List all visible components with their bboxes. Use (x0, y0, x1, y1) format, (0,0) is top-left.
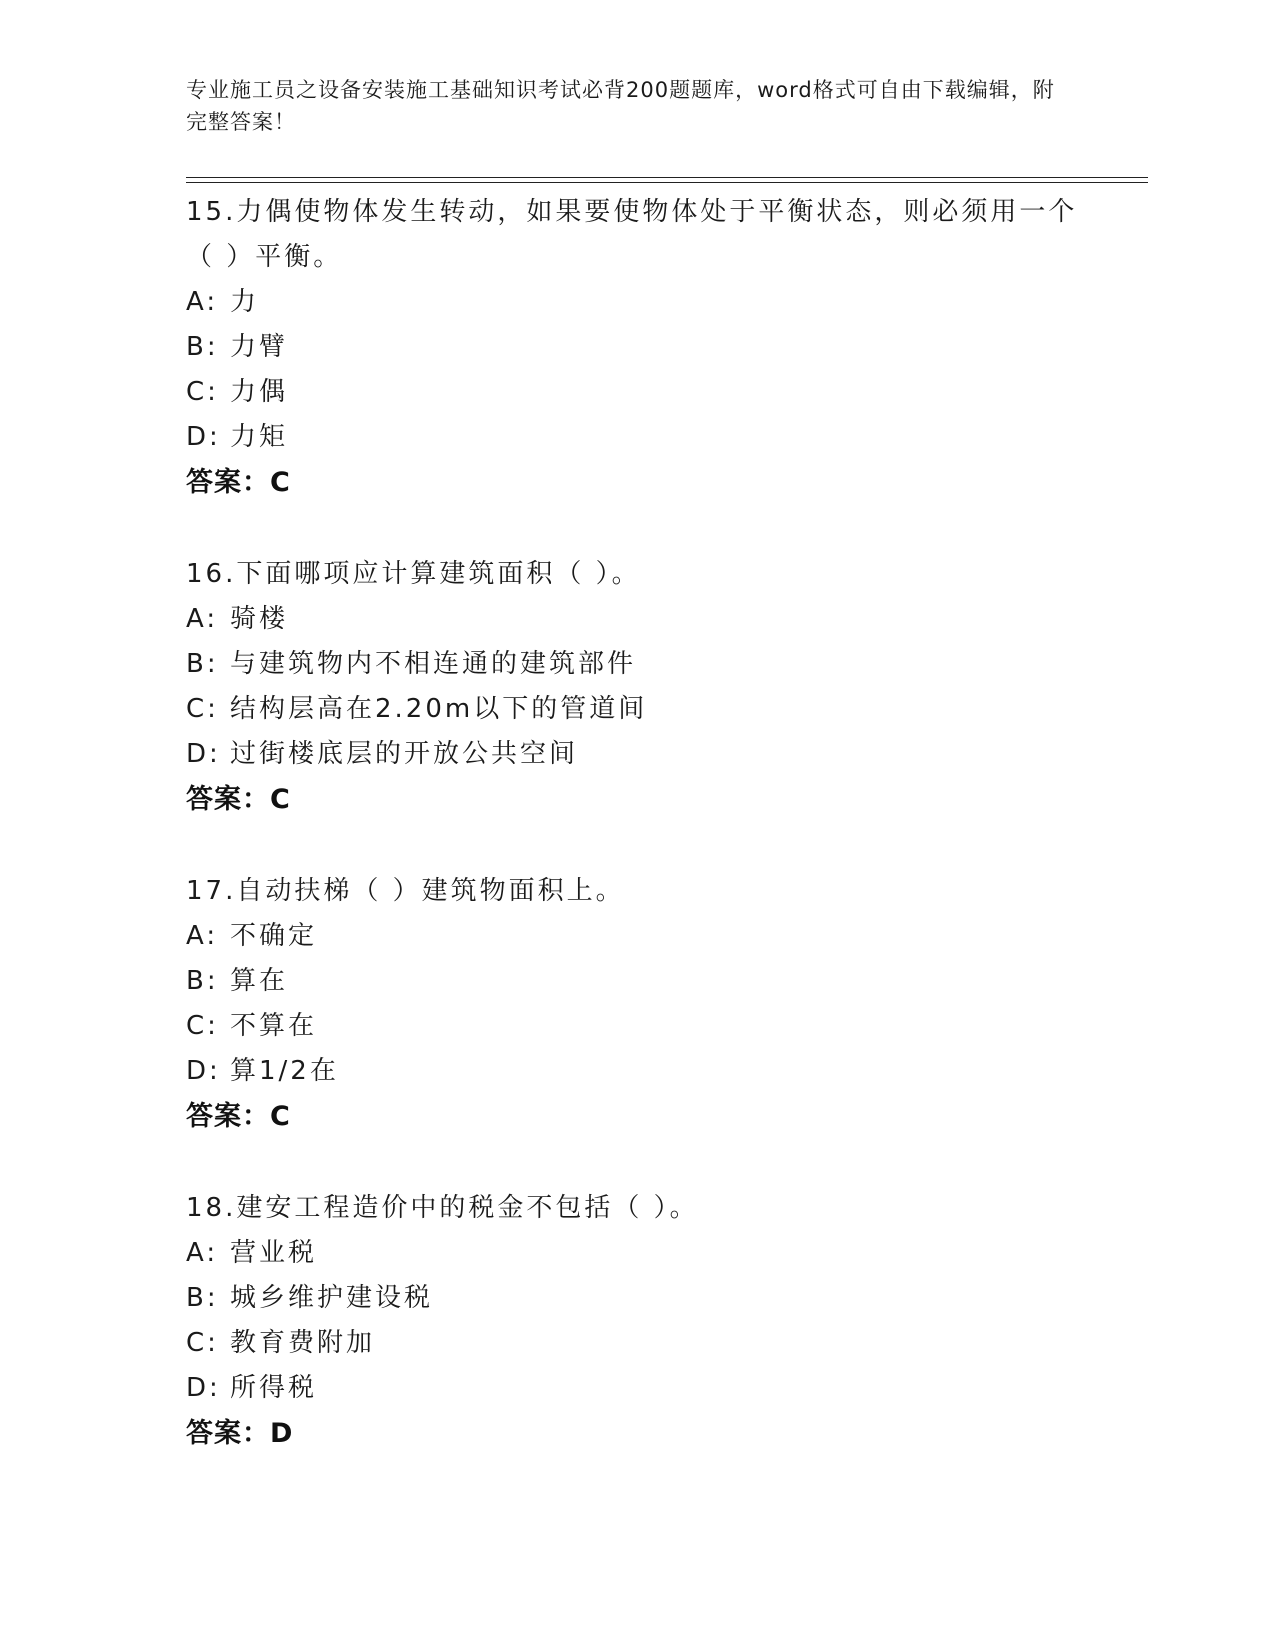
question-text: 16.下面哪项应计算建筑面积（ ）。 (186, 559, 641, 589)
option-text: 力臂 (230, 332, 289, 362)
option-letter: B: (186, 649, 219, 679)
option-letter: A: (186, 1238, 219, 1268)
question-16 (186, 552, 1086, 822)
answer-line: 答案：C (186, 784, 291, 815)
question-spacer (186, 822, 1086, 869)
option-letter: B: (186, 1283, 219, 1313)
option-text: 力 (230, 287, 260, 317)
option-a (186, 597, 1086, 642)
option-letter: C: (186, 694, 219, 724)
option-text: 过街楼底层的开放公共空间 (230, 739, 579, 769)
option-letter: A: (186, 287, 219, 317)
option-letter: D: (186, 739, 221, 769)
option-letter: D: (186, 1056, 221, 1086)
question-18 (186, 1186, 1086, 1456)
option-a (186, 280, 1086, 325)
option-text: 结构层高在2.20m以下的管道间 (230, 694, 648, 724)
option-a (186, 914, 1086, 959)
option-c (186, 370, 1086, 415)
document-header: 专业施工员之设备安装施工基础知识考试必背200题题库，word格式可自由下载编辑，附完整答案！ (186, 78, 1055, 134)
option-letter: C: (186, 377, 219, 407)
option-text: 所得税 (230, 1373, 318, 1403)
option-letter: A: (186, 921, 219, 951)
answer-line: 答案：C (186, 467, 291, 498)
option-b (186, 1276, 1086, 1321)
option-text: 不算在 (230, 1011, 318, 1041)
option-text: 力偶 (230, 377, 289, 407)
option-a (186, 1231, 1086, 1276)
question-text: 18.建安工程造价中的税金不包括（ ）。 (186, 1193, 699, 1223)
option-text: 与建筑物内不相连通的建筑部件 (230, 649, 637, 679)
option-letter: A: (186, 604, 219, 634)
option-c (186, 687, 1086, 732)
option-letter: D: (186, 1373, 221, 1403)
option-letter: B: (186, 966, 219, 996)
question-15 (186, 190, 1086, 505)
option-b (186, 959, 1086, 1004)
question-spacer (186, 505, 1086, 552)
option-text: 营业税 (230, 1238, 318, 1268)
option-d (186, 415, 1086, 460)
option-text: 力矩 (230, 422, 289, 452)
option-text: 算1/2在 (230, 1056, 339, 1086)
option-text: 骑楼 (230, 604, 289, 634)
question-text: 17.自动扶梯（ ）建筑物面积上。 (186, 876, 625, 906)
option-letter: C: (186, 1011, 219, 1041)
option-letter: C: (186, 1328, 219, 1358)
option-c (186, 1004, 1086, 1049)
question-list (186, 190, 1086, 1456)
question-spacer (186, 1139, 1086, 1186)
option-text: 教育费附加 (230, 1328, 376, 1358)
option-text: 算在 (230, 966, 289, 996)
option-letter: D: (186, 422, 221, 452)
question-text: 15.力偶使物体发生转动，如果要使物体处于平衡状态，则必须用一个（ ）平衡。 (186, 197, 1078, 272)
option-text: 不确定 (230, 921, 318, 951)
header-divider (186, 177, 1148, 183)
option-d (186, 1366, 1086, 1411)
option-b (186, 642, 1086, 687)
option-c (186, 1321, 1086, 1366)
option-d (186, 732, 1086, 777)
answer-line: 答案：D (186, 1418, 294, 1449)
option-d (186, 1049, 1086, 1094)
answer-line: 答案：C (186, 1101, 291, 1132)
question-17 (186, 869, 1086, 1139)
option-letter: B: (186, 332, 219, 362)
option-b (186, 325, 1086, 370)
option-text: 城乡维护建设税 (230, 1283, 434, 1313)
